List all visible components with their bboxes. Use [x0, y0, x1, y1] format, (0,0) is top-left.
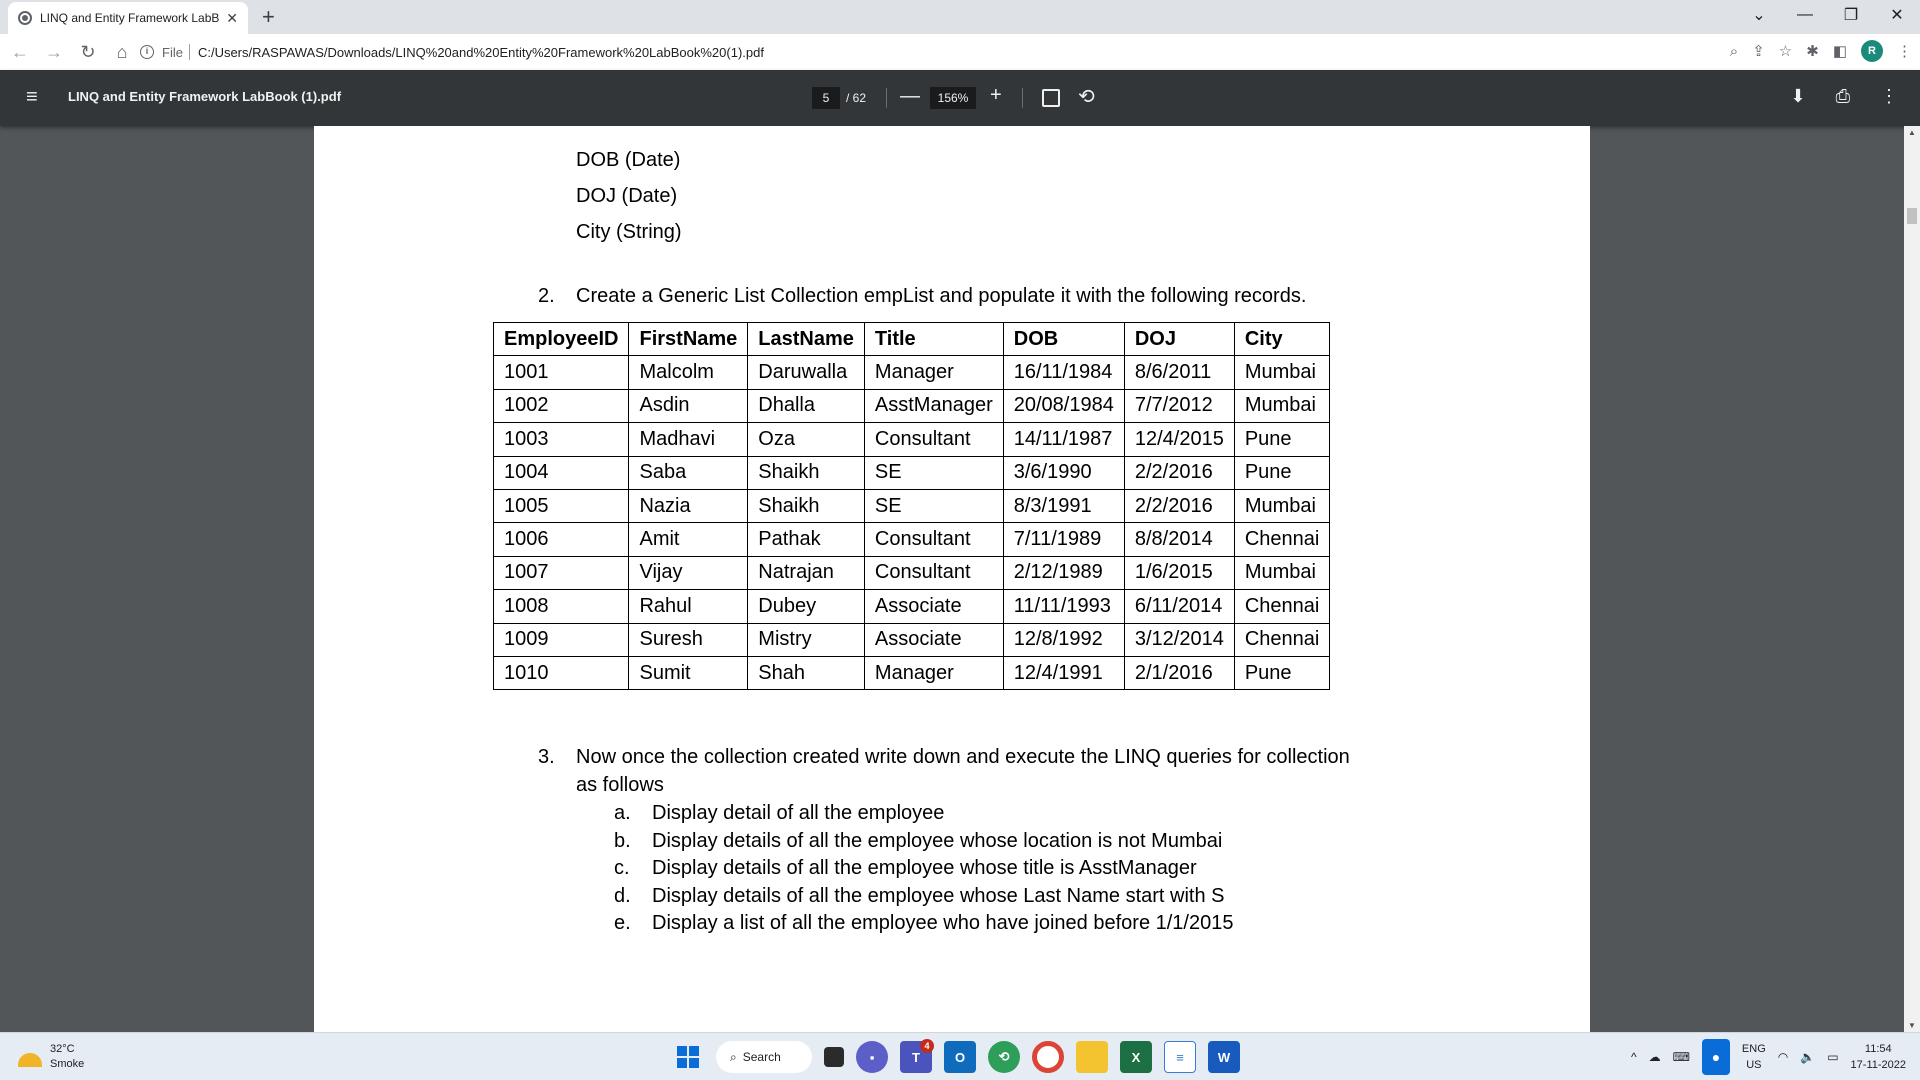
taskbar-search[interactable] [716, 1041, 812, 1073]
close-tab-icon[interactable]: ✕ [226, 9, 238, 26]
table-cell: 1010 [494, 656, 629, 689]
browser-actions [1730, 40, 1912, 62]
list-item: b. Display details of all the employee whose location is not Mumbai [614, 829, 1223, 852]
table-cell: 1007 [494, 556, 629, 589]
globe-icon [18, 11, 32, 25]
table-row [494, 590, 1330, 623]
table-cell: 6/11/2014 [1124, 590, 1234, 623]
fit-page-icon[interactable] [1042, 89, 1060, 107]
table-cell: AsstManager [864, 389, 1003, 422]
table-cell: 11/11/1993 [1003, 590, 1124, 623]
item-text: Create a Generic List Collection empList and populate it with the following records. [576, 285, 1307, 307]
table-row [494, 656, 1330, 689]
notification-badge: 4 [920, 1039, 934, 1053]
toolbar-divider [886, 88, 887, 108]
zoom-in-button[interactable]: + [990, 84, 1002, 106]
table-cell: Chennai [1234, 523, 1330, 556]
scroll-thumb[interactable] [1907, 208, 1917, 224]
table-cell: Shaikh [748, 489, 865, 522]
start-button[interactable] [672, 1041, 704, 1073]
table-cell: Pathak [748, 523, 865, 556]
pdf-page [314, 126, 1590, 1032]
bookmark-star-icon[interactable]: ☆ [1778, 43, 1793, 60]
windows-taskbar [0, 1032, 1920, 1080]
item-text-continued: as follows [576, 773, 664, 796]
table-cell: 8/8/2014 [1124, 523, 1234, 556]
item-number: 2. [538, 285, 555, 307]
forward-button[interactable]: → [45, 41, 63, 62]
table-row [494, 423, 1330, 456]
table-cell: Natrajan [748, 556, 865, 589]
onedrive-icon[interactable]: ☁ [1648, 1050, 1661, 1064]
table-cell: Pune [1234, 423, 1330, 456]
chat-icon[interactable]: ▪ [856, 1041, 888, 1073]
table-row [494, 489, 1330, 522]
back-button[interactable]: ← [11, 41, 29, 62]
field-item: City (String) [576, 221, 682, 243]
column-header: LastName [748, 323, 865, 356]
table-cell: Sumit [629, 656, 748, 689]
list-item: a. Display detail of all the employee [614, 802, 945, 824]
table-cell: 2/12/1989 [1003, 556, 1124, 589]
address-bar[interactable] [140, 38, 1920, 66]
list-item: c. Display details of all the employee whose title is AsstManager [614, 857, 1197, 879]
url-scheme: File [162, 44, 183, 60]
battery-icon[interactable]: ▭ [1827, 1050, 1839, 1064]
table-cell: Nazia [629, 489, 748, 522]
table-cell: 1006 [494, 523, 629, 556]
column-header: DOJ [1124, 323, 1234, 356]
table-cell: 3/6/1990 [1003, 456, 1124, 489]
teams-icon[interactable]: T 4 [900, 1041, 932, 1073]
pdf-title: LINQ and Entity Framework LabBook (1).pdf [68, 89, 342, 104]
weather-widget[interactable] [18, 1042, 84, 1072]
tab-search-icon[interactable]: ⌄ [1752, 7, 1766, 24]
table-cell: Shah [748, 656, 865, 689]
side-panel-icon[interactable]: ◧ [1832, 43, 1847, 60]
network-app-icon[interactable]: ⟲ [988, 1041, 1020, 1073]
share-icon[interactable]: ⇪ [1752, 43, 1765, 60]
table-row [494, 356, 1330, 389]
outlook-icon[interactable]: O [944, 1041, 976, 1073]
table-cell: Rahul [629, 590, 748, 623]
table-cell: Associate [864, 590, 1003, 623]
table-cell: 1003 [494, 423, 629, 456]
table-row [494, 623, 1330, 656]
field-list [576, 142, 682, 250]
page-number-input[interactable]: 5 [812, 87, 840, 109]
list-item: e. Display a list of all the employee who have joined before 1/1/2015 [614, 912, 1234, 934]
task-view-icon[interactable] [824, 1047, 844, 1067]
table-cell: 1008 [494, 590, 629, 623]
table-cell: Mumbai [1234, 556, 1330, 589]
table-cell: Manager [864, 356, 1003, 389]
table-cell: Shaikh [748, 456, 865, 489]
file-explorer-icon[interactable] [1076, 1041, 1108, 1073]
table-cell: Mumbai [1234, 356, 1330, 389]
excel-icon[interactable]: X [1120, 1041, 1152, 1073]
windows-logo-icon [677, 1046, 699, 1068]
table-cell: 16/11/1984 [1003, 356, 1124, 389]
column-header: EmployeeID [494, 323, 629, 356]
employee-table [493, 322, 1330, 690]
table-body [494, 356, 1330, 690]
date: 17-11-2022 [1850, 1059, 1906, 1071]
close-window-button[interactable]: ✕ [1890, 7, 1904, 24]
table-cell: 1002 [494, 389, 629, 422]
language-indicator[interactable]: ENG US [1741, 1043, 1766, 1071]
table-cell: Pune [1234, 456, 1330, 489]
temperature: 32°C [50, 1043, 75, 1055]
extensions-icon[interactable]: ✱ [1806, 43, 1819, 60]
table-cell: Associate [864, 623, 1003, 656]
minimize-button[interactable]: — [1797, 6, 1813, 23]
table-cell: Daruwalla [748, 356, 865, 389]
table-cell: 1005 [494, 489, 629, 522]
table-cell: Consultant [864, 556, 1003, 589]
browser-tabstrip [0, 0, 1920, 34]
scroll-down-icon[interactable]: ▼ [1908, 1021, 1916, 1030]
item-number: 3. [538, 746, 555, 768]
table-cell: 1001 [494, 356, 629, 389]
table-cell: 1004 [494, 456, 629, 489]
table-cell: Oza [748, 423, 865, 456]
table-cell: Amit [629, 523, 748, 556]
table-cell: 20/08/1984 [1003, 389, 1124, 422]
more-options-icon[interactable]: ⋮ [1880, 86, 1898, 106]
table-cell: 2/2/2016 [1124, 489, 1234, 522]
table-cell: Chennai [1234, 590, 1330, 623]
table-cell: 3/12/2014 [1124, 623, 1234, 656]
profile-avatar[interactable]: R [1861, 40, 1883, 62]
url-separator [189, 44, 190, 60]
wifi-icon[interactable]: ◠ [1777, 1050, 1789, 1064]
zoom-out-button[interactable]: — [900, 85, 920, 107]
browser-toolbar [0, 34, 1920, 70]
table-cell: 8/3/1991 [1003, 489, 1124, 522]
table-cell: Pune [1234, 656, 1330, 689]
keyboard-icon[interactable]: ⌨ [1672, 1050, 1690, 1064]
search-icon: ⌕ [730, 1049, 737, 1064]
system-tray [1631, 1039, 1906, 1075]
column-header: FirstName [629, 323, 748, 356]
volume-icon[interactable]: 🔈 [1800, 1050, 1816, 1064]
table-header-row [494, 323, 1330, 356]
table-cell: Madhavi [629, 423, 748, 456]
notepad-icon[interactable]: ≡ [1164, 1041, 1196, 1073]
weather-icon [18, 1053, 42, 1067]
table-cell: 12/4/1991 [1003, 656, 1124, 689]
table-cell: Chennai [1234, 623, 1330, 656]
field-item: DOB (Date) [576, 149, 681, 171]
vertical-scrollbar[interactable] [1904, 126, 1920, 1032]
url-text[interactable]: C:/Users/RASPAWAS/Downloads/LINQ%20and%20Entity%20Framework%20LabBook%20(1).pdf [197, 44, 764, 60]
table-cell: 14/11/1987 [1003, 423, 1124, 456]
new-tab-button[interactable]: + [262, 4, 275, 29]
table-cell: 2/2/2016 [1124, 456, 1234, 489]
zoom-input[interactable]: 156% [930, 87, 976, 109]
column-header: DOB [1003, 323, 1124, 356]
table-row [494, 556, 1330, 589]
print-icon[interactable]: ⎙ [1835, 86, 1850, 106]
table-cell: SE [864, 489, 1003, 522]
table-cell: Consultant [864, 523, 1003, 556]
word-icon[interactable]: W [1208, 1041, 1240, 1073]
table-cell: Asdin [629, 389, 748, 422]
table-cell: 12/8/1992 [1003, 623, 1124, 656]
chevron-up-icon[interactable]: ^ [1630, 1050, 1637, 1064]
instruction-3 [538, 744, 1350, 799]
window-controls [1736, 0, 1920, 30]
table-cell: 8/6/2011 [1124, 356, 1234, 389]
table-cell: Mumbai [1234, 389, 1330, 422]
table-cell: 12/4/2015 [1124, 423, 1234, 456]
reload-button[interactable]: ↻ [80, 41, 96, 62]
instruction-2 [538, 285, 1306, 308]
browser-menu-icon[interactable]: ⋮ [1897, 43, 1912, 60]
column-header: City [1234, 323, 1330, 356]
table-cell: Malcolm [629, 356, 748, 389]
item-text: Now once the collection created write down and execute the LINQ queries for collection [576, 746, 1350, 768]
scroll-up-icon[interactable]: ▲ [1908, 128, 1916, 137]
rotate-icon[interactable]: ⟲ [1078, 86, 1095, 108]
hamburger-menu-icon[interactable]: ≡ [26, 86, 38, 108]
tab-title: LINQ and Entity Framework LabB [40, 11, 220, 25]
home-button[interactable]: ⌂ [116, 41, 128, 62]
time: 11:54 [1864, 1043, 1892, 1055]
query-list [614, 800, 1233, 938]
table-cell: SE [864, 456, 1003, 489]
restore-button[interactable]: ❐ [1843, 7, 1859, 24]
table-cell: 1/6/2015 [1124, 556, 1234, 589]
column-header: Title [864, 323, 1003, 356]
table-cell: Mumbai [1234, 489, 1330, 522]
clock[interactable] [1851, 1041, 1906, 1073]
table-cell: 2/1/2016 [1124, 656, 1234, 689]
table-row [494, 389, 1330, 422]
zoom-icon[interactable]: ⌕ [1729, 42, 1739, 60]
taskbar-apps [672, 1041, 1240, 1073]
table-cell: 7/7/2012 [1124, 389, 1234, 422]
browser-tab[interactable] [8, 2, 248, 34]
list-item: d. Display details of all the employee whose Last Name start with S [614, 884, 1225, 907]
info-icon[interactable]: i [140, 45, 154, 59]
field-item: DOJ (Date) [576, 185, 678, 207]
table-cell: Mistry [748, 623, 865, 656]
table-cell: Manager [864, 656, 1003, 689]
microphone-icon[interactable]: ● [1702, 1039, 1730, 1075]
table-cell: Vijay [629, 556, 748, 589]
page-total: / 62 [846, 91, 867, 105]
table-row [494, 523, 1330, 556]
table-cell: 7/11/1989 [1003, 523, 1124, 556]
table-cell: Suresh [629, 623, 748, 656]
pdf-actions [1791, 86, 1899, 107]
table-cell: Dubey [748, 590, 865, 623]
pdf-toolbar [0, 70, 1920, 126]
download-icon[interactable]: ⬇ [1790, 86, 1806, 106]
table-cell: Saba [629, 456, 748, 489]
table-cell: Consultant [864, 423, 1003, 456]
toolbar-divider [1022, 88, 1023, 108]
table-cell: 1009 [494, 623, 629, 656]
table-row [494, 456, 1330, 489]
search-label: Search [742, 1050, 781, 1064]
chrome-icon[interactable] [1032, 1041, 1064, 1073]
weather-condition: Smoke [50, 1058, 85, 1070]
table-cell: Dhalla [748, 389, 865, 422]
